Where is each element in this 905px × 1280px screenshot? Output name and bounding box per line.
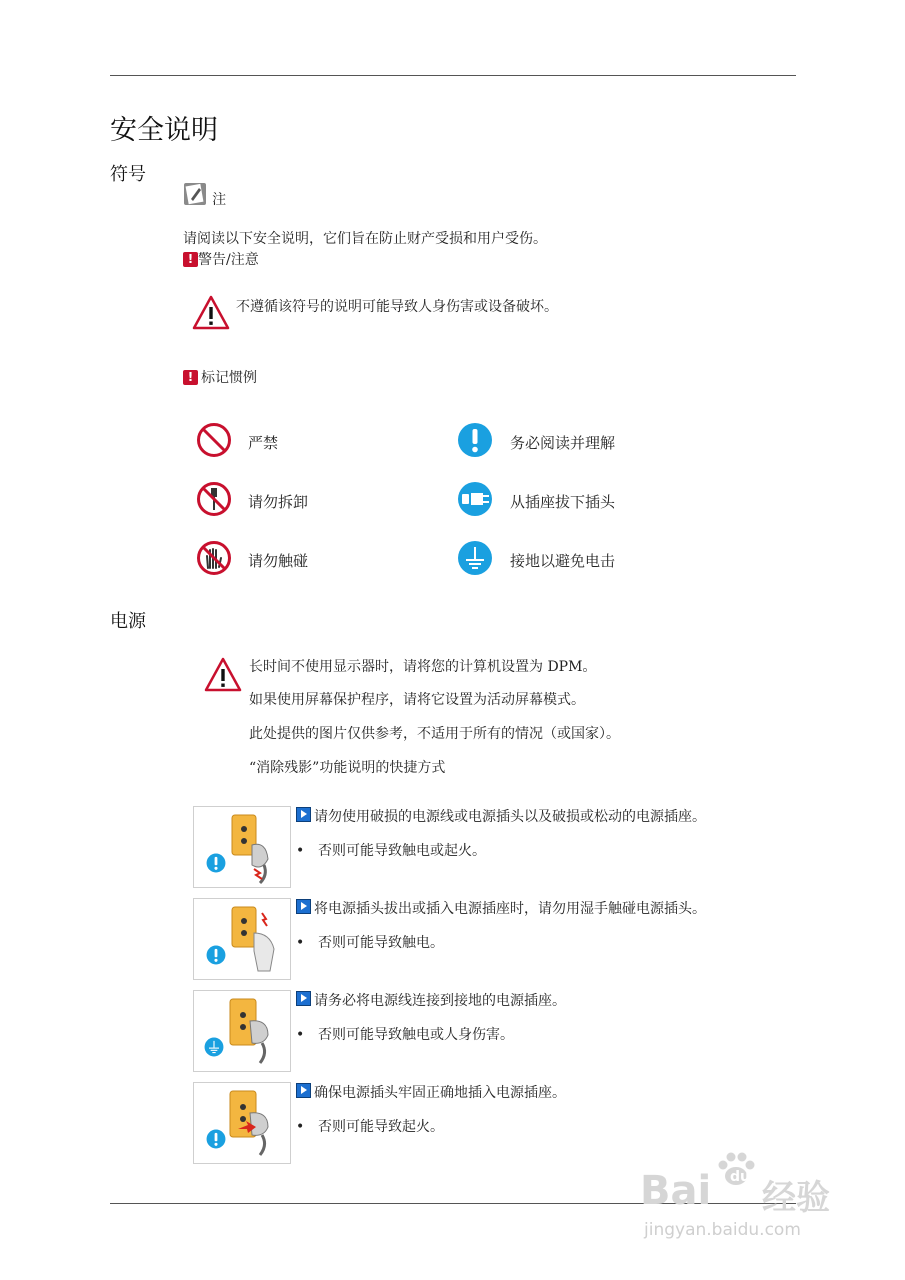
conventions-label-row xyxy=(183,367,257,387)
note-pencil-icon xyxy=(183,182,207,210)
conventions-label: 标记惯例 xyxy=(201,370,257,386)
play-bullet-icon xyxy=(296,1083,311,1098)
power-notice-link[interactable]: “消除残影”功能说明的快捷方式 xyxy=(249,760,446,776)
do-not-touch-icon xyxy=(196,540,232,580)
warning-triangle-icon xyxy=(192,294,230,336)
warning-label-row xyxy=(183,249,259,269)
power-item-bullet: • 否则可能导致触电或起火。 xyxy=(296,843,486,859)
play-bullet-icon xyxy=(296,807,311,822)
warning-label: 警告/注意 xyxy=(198,252,259,268)
ground-icon xyxy=(457,540,493,580)
power-item-bullet: • 否则可能导致触电或人身伤害。 xyxy=(296,1027,514,1043)
ground-icon xyxy=(204,1037,224,1061)
grounded-outlet-illustration xyxy=(193,990,291,1072)
warning-text: 不遵循该符号的说明可能导致人身伤害或设备破坏。 xyxy=(236,299,558,315)
power-notice-line: 长时间不使用显示器时，请将您的计算机设置为 DPM。 xyxy=(249,659,597,675)
note-row xyxy=(183,182,226,210)
power-item-title: 将电源插头拔出或插入电源插座时，请勿用湿手触碰电源插头。 xyxy=(296,898,706,918)
convention-label-ground: 接地以避免电击 xyxy=(510,552,616,570)
power-item-bullet: • 否则可能导致起火。 xyxy=(296,1119,444,1135)
note-label: 注 xyxy=(212,192,227,208)
must-read-icon xyxy=(206,853,226,877)
svg-text:du: du xyxy=(730,1169,750,1185)
baidu-watermark xyxy=(640,1140,860,1250)
convention-label-must-read: 务必阅读并理解 xyxy=(510,434,616,452)
power-item-title: 确保电源插头牢固正确地插入电源插座。 xyxy=(296,1082,566,1102)
convention-label-prohibited: 严禁 xyxy=(248,434,279,452)
must-read-icon xyxy=(206,1129,226,1153)
power-item-title: 请勿使用破损的电源线或电源插头以及破损或松动的电源插座。 xyxy=(296,806,706,826)
watermark-brand: Bai xyxy=(640,1168,712,1214)
conventions-badge-icon: ! xyxy=(183,370,198,385)
watermark-url: jingyan.baidu.com xyxy=(644,1220,801,1240)
power-notice-line: 此处提供的图片仅供参考，不适用于所有的情况（或国家）。 xyxy=(249,726,620,742)
wet-hand-illustration xyxy=(193,898,291,980)
page-title: 安全说明 xyxy=(110,115,218,146)
watermark-brand2: 经验 xyxy=(762,1178,830,1218)
plug-illustration xyxy=(193,806,291,888)
convention-label-unplug: 从插座拔下插头 xyxy=(510,493,616,511)
power-warning-triangle-icon xyxy=(204,656,242,698)
power-item-bullet: • 否则可能导致触电。 xyxy=(296,935,444,951)
convention-label-disassemble: 请勿拆卸 xyxy=(248,493,309,511)
section-heading-power: 电源 xyxy=(110,611,146,632)
warning-badge-icon: ! xyxy=(183,252,198,267)
play-bullet-icon xyxy=(296,991,311,1006)
do-not-disassemble-icon xyxy=(196,481,232,521)
top-rule xyxy=(110,75,796,76)
section-heading-symbols: 符号 xyxy=(110,164,146,185)
note-text: 请阅读以下安全说明，它们旨在防止财产受损和用户受伤。 xyxy=(183,231,547,247)
convention-label-touch: 请勿触碰 xyxy=(248,552,309,570)
play-bullet-icon xyxy=(296,899,311,914)
must-read-icon xyxy=(457,422,493,462)
power-notice-line: 如果使用屏幕保护程序，请将它设置为活动屏幕模式。 xyxy=(249,692,585,708)
power-item-title: 请务必将电源线连接到接地的电源插座。 xyxy=(296,990,566,1010)
must-read-icon xyxy=(206,945,226,969)
prohibited-icon xyxy=(196,422,232,462)
secure-plug-illustration xyxy=(193,1082,291,1164)
unplug-icon xyxy=(457,481,493,521)
paw-icon xyxy=(714,1148,758,1196)
